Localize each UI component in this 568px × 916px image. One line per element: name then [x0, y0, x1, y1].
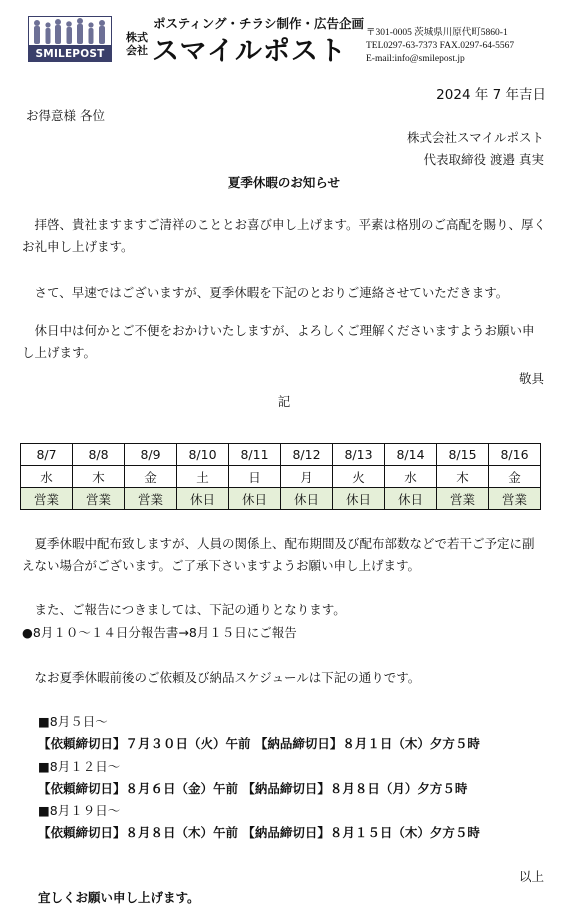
weekday-row	[21, 466, 541, 488]
delivery-heading: ■8月１９日～	[38, 803, 121, 818]
apology-paragraph: 休日中は何かとご不便をおかけいたしますが、よろしくご理解くださいますようお願い申し上げます。	[22, 323, 535, 360]
date-cell: 8/7	[21, 444, 73, 466]
company-tagline: ポスティング・チラシ制作・広告企画	[153, 16, 365, 31]
date-cell: 8/9	[125, 444, 177, 466]
distribution-notice-paragraph: 夏季休暇中配布致しますが、人員の関係上、配布期間及び配布部数などで若干ご予定に副えない場合がございます。ご了承下さいますようお願い申し上げます。	[22, 536, 535, 573]
phone-fax-line: TEL0297-63-7373 FAX.0297-64-5567	[366, 41, 515, 51]
weekday-cell: 月	[281, 466, 333, 488]
weekday-cell: 水	[21, 466, 73, 488]
status-cell: 営業	[73, 488, 125, 510]
date-cell: 8/11	[229, 444, 281, 466]
status-cell: 営業	[21, 488, 73, 510]
delivery-detail: 【依頼締切日】８月８日（木）午前 【納品締切日】８月１５日（木）夕方５時	[38, 825, 480, 840]
status-cell: 営業	[489, 488, 541, 510]
address-line: 〒301-0005 茨城県川原代町5860-1	[366, 28, 508, 38]
date-row	[21, 444, 541, 466]
date-cell: 8/8	[73, 444, 125, 466]
holiday-schedule-table	[20, 443, 541, 510]
sender-company: 株式会社スマイルポスト	[406, 130, 544, 145]
weekday-cell: 土	[177, 466, 229, 488]
logo-wordmark: SMILEPOST	[28, 46, 112, 62]
report-intro: また、ご報告につきましては、下記の通りとなります。	[34, 602, 346, 617]
weekday-cell: 木	[73, 466, 125, 488]
date-cell: 8/14	[385, 444, 437, 466]
date-cell: 8/16	[489, 444, 541, 466]
company-brand-name: スマイルポスト	[152, 36, 347, 67]
status-cell: 休日	[333, 488, 385, 510]
letter-date: 2024 年 7 年吉日	[436, 87, 546, 103]
date-cell: 8/10	[177, 444, 229, 466]
letter-title: 夏季休暇のお知らせ	[227, 175, 341, 190]
delivery-detail: 【依頼締切日】７月３０日（火）午前 【納品締切日】８月１日（木）夕方５時	[38, 736, 480, 751]
status-cell: 休日	[281, 488, 333, 510]
weekday-cell: 金	[489, 466, 541, 488]
delivery-intro: なお夏季休暇前後のご依頼及び納品スケジュールは下記の通りです。	[34, 670, 421, 685]
delivery-detail: 【依頼締切日】８月６日（金）午前 【納品締切日】８月８日（月）夕方５時	[38, 781, 468, 796]
people-figures-icon	[28, 16, 112, 46]
company-type-label: 株式会社	[126, 31, 148, 57]
status-cell: 営業	[125, 488, 177, 510]
date-cell: 8/12	[281, 444, 333, 466]
delivery-heading: ■8月５日～	[38, 714, 108, 729]
notice-paragraph: さて、早速ではございますが、夏季休暇を下記のとおりご連絡させていただきます。	[34, 285, 509, 300]
company-logo	[28, 16, 112, 62]
ki-label: 記	[277, 394, 291, 409]
date-cell: 8/13	[333, 444, 385, 466]
greeting-paragraph: 拝啓、貴社ますますご清祥のこととお喜び申し上げます。平素は格別のご高配を賜り、厚くお礼申し上げます。	[22, 217, 547, 254]
weekday-cell: 金	[125, 466, 177, 488]
weekday-cell: 日	[229, 466, 281, 488]
letter-recipient: お得意様 各位	[26, 108, 105, 123]
ijou-label: 以上	[518, 869, 544, 884]
report-item: ●8月１０～１４日分報告書→8月１５日にご報告	[22, 625, 297, 640]
email-line: E-mail:info@smilepost.jp	[366, 54, 465, 64]
weekday-cell: 木	[437, 466, 489, 488]
status-cell: 休日	[177, 488, 229, 510]
closing-keigu: 敬具	[518, 371, 544, 386]
status-cell: 休日	[385, 488, 437, 510]
company-address-block	[366, 27, 514, 66]
date-cell: 8/15	[437, 444, 489, 466]
delivery-heading: ■8月１２日～	[38, 759, 121, 774]
status-cell: 休日	[229, 488, 281, 510]
weekday-cell: 火	[333, 466, 385, 488]
status-row	[21, 488, 541, 510]
weekday-cell: 水	[385, 466, 437, 488]
status-cell: 営業	[437, 488, 489, 510]
sender-representative: 代表取締役 渡邉 真実	[423, 152, 544, 167]
closing-line: 宜しくお願い申し上げます。	[38, 890, 200, 905]
